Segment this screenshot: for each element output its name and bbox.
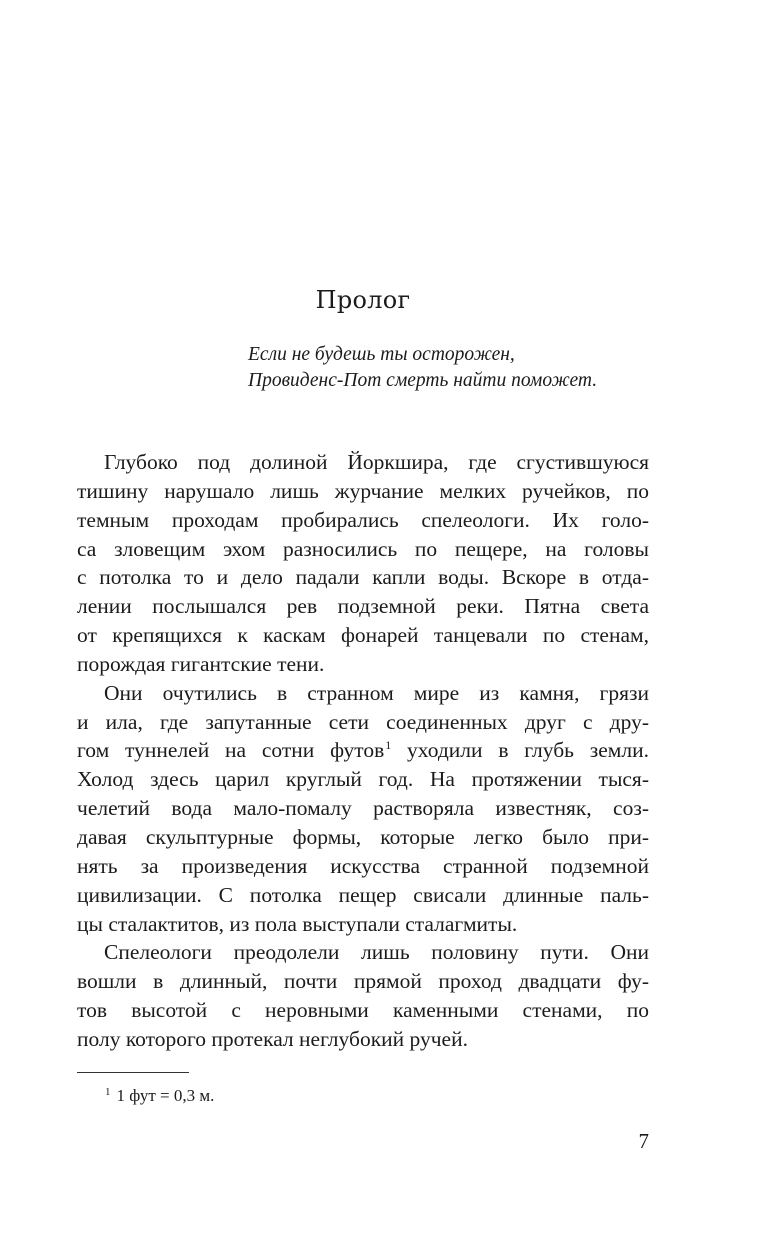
text-line: с потолка то и дело падали капли воды. Вскоре в отда- [77, 565, 649, 590]
page-number: 7 [638, 1129, 649, 1153]
text-line: челетий вода мало-помалу растворяла известняк, соз- [77, 796, 649, 821]
text-line-with-footnote-ref [77, 736, 649, 765]
text-line: Спелеологи преодолели лишь половину пути. Они [104, 940, 649, 965]
text-line: лении послышался рев подземной реки. Пятна света [77, 594, 649, 619]
text-line: Они очутились в странном мире из камня, грязи [104, 680, 649, 705]
text-line: полу которого протекал неглубокий ручей. [77, 1026, 468, 1051]
text-line: Глубоко под долиной Йоркшира, где сгустившуюся [104, 450, 649, 474]
text-line: давая скульптурные формы, которые легко было при- [77, 824, 649, 849]
text-line: тов высотой с неровными каменными стенами, по [77, 998, 649, 1023]
body-text [77, 448, 649, 1054]
text-line: тишину нарушало лишь журчание мелких ручейков, по [77, 478, 649, 503]
text-line: Холод здесь царил круглый год. На протяжении тыся- [77, 767, 649, 792]
text-fragment: гом туннелей на сотни футов [77, 738, 385, 763]
paragraph-1 [77, 448, 649, 679]
footnote-divider [77, 1072, 189, 1073]
footnote-text: 1 фут = 0,3 м. [116, 1086, 215, 1105]
text-line: вошли в длинный, почти прямой проход двадцати фу- [77, 969, 649, 994]
paragraph-2 [77, 679, 649, 939]
text-line: нять за произведения искусства странной подземной [77, 853, 649, 878]
epigraph-line: Если не будешь ты осторожен, [248, 344, 515, 365]
chapter-title: Пролог [315, 286, 411, 314]
paragraph-3 [77, 938, 649, 1053]
text-line: са зловещим эхом разносились по пещере, на головы [77, 536, 649, 561]
epigraph-line: Провиденс-Пот смерть найти поможет. [248, 370, 598, 391]
text-line: от крепящихся к каскам фонарей танцевали по стенам, [77, 623, 649, 648]
book-page [77, 0, 649, 1241]
footnote-mark: 1 [105, 1086, 111, 1098]
text-line: цы сталактитов, из пола выступали сталагмиты. [77, 911, 518, 936]
footnote [105, 1086, 214, 1106]
text-fragment: уходили в глубь земли. [391, 738, 649, 763]
text-line: цивилизации. С потолка пещер свисали длинные паль- [77, 882, 649, 907]
epigraph [248, 342, 649, 394]
text-line: темным проходам пробирались спелеологи. Их голо- [77, 507, 649, 532]
text-line: и ила, где запутанные сети соединенных друг с дру- [77, 709, 649, 734]
footnote-reference[interactable]: 1 [385, 738, 392, 753]
text-line: порождая гигантские тени. [77, 651, 325, 676]
